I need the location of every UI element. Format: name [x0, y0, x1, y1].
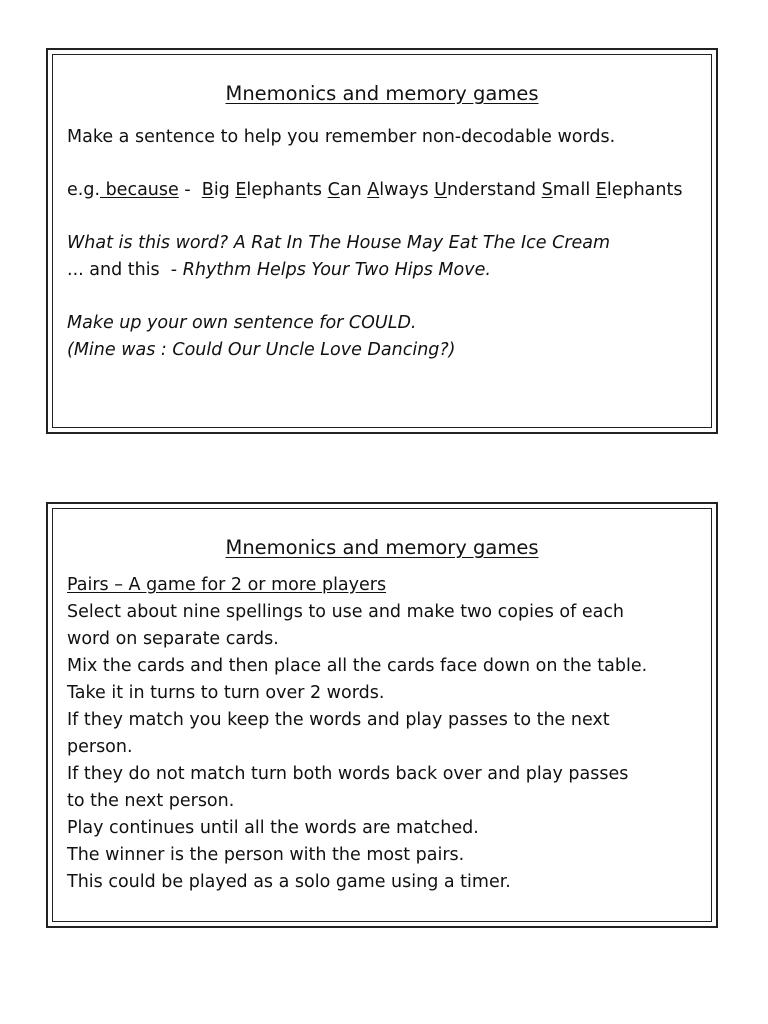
pairs-heading: Pairs – A game for 2 or more players: [67, 575, 387, 595]
card-2-inner-border: [52, 508, 712, 922]
task-line-1: Make up your own sentence for COULD.: [67, 313, 417, 333]
instruction-line: to the next person.: [67, 791, 235, 811]
instruction-line: The winner is the person with the most pairs.: [67, 845, 465, 865]
example-prefix: e.g.: [67, 180, 101, 200]
mnemonic-initial: E: [595, 180, 607, 200]
example-dash: -: [178, 180, 202, 200]
mnemonic-initial: C: [327, 180, 340, 200]
instruction-line: person.: [67, 737, 133, 757]
quiz-line-1: What is this word? A Rat In The House May Eat The Ice Cream: [67, 233, 611, 253]
example-word: because: [100, 180, 179, 200]
card-1-quiz: [67, 230, 697, 284]
task-line-2: (Mine was : Could Our Uncle Love Dancing?): [67, 340, 456, 360]
mnemonic-initial: E: [235, 180, 247, 200]
instruction-line: Play continues until all the words are matched.: [67, 818, 479, 838]
quiz-line-2-italic: Rhythm Helps Your Two Hips Move.: [182, 260, 491, 280]
card-1-inner-border: [52, 54, 712, 428]
card-1-example: [67, 177, 697, 204]
mnemonic-rest: lephants: [246, 180, 328, 200]
instruction-line: Select about nine spellings to use and make two copies of each: [67, 602, 625, 622]
mnemonic-initial: S: [541, 180, 553, 200]
mnemonic-rest: mall: [552, 180, 596, 200]
card-1-intro: Make a sentence to help you remember non-decodable words.: [67, 127, 616, 147]
instruction-line: Take it in turns to turn over 2 words.: [67, 683, 385, 703]
card-2-instructions: [67, 599, 697, 896]
mnemonic-rest: an: [339, 180, 368, 200]
card-2-title: Mnemonics and memory games: [225, 536, 539, 559]
mnemonic-initial: A: [367, 180, 380, 200]
card-2-subtitle: [67, 572, 697, 599]
mnemonic-initial: U: [434, 180, 447, 200]
mnemonic-initial: B: [201, 180, 214, 200]
card-1-title: Mnemonics and memory games: [225, 82, 539, 105]
instruction-line: If they do not match turn both words back over and play passes: [67, 764, 629, 784]
quiz-line-2-prefix: ... and this -: [67, 260, 183, 280]
mnemonic-rest: lephants: [606, 180, 683, 200]
instruction-line: word on separate cards.: [67, 629, 279, 649]
mnemonic-rest: nderstand: [446, 180, 542, 200]
mnemonic-rest: lways: [379, 180, 435, 200]
mnemonics-card-2: [46, 502, 718, 928]
instruction-line: This could be played as a solo game using a timer.: [67, 872, 511, 892]
mnemonics-card-1: [46, 48, 718, 434]
mnemonic-rest: ig: [213, 180, 236, 200]
card-1-task: [67, 310, 697, 364]
instruction-line: If they match you keep the words and play passes to the next: [67, 710, 610, 730]
example-mnemonic: [202, 180, 683, 200]
instruction-line: Mix the cards and then place all the cards face down on the table.: [67, 656, 648, 676]
